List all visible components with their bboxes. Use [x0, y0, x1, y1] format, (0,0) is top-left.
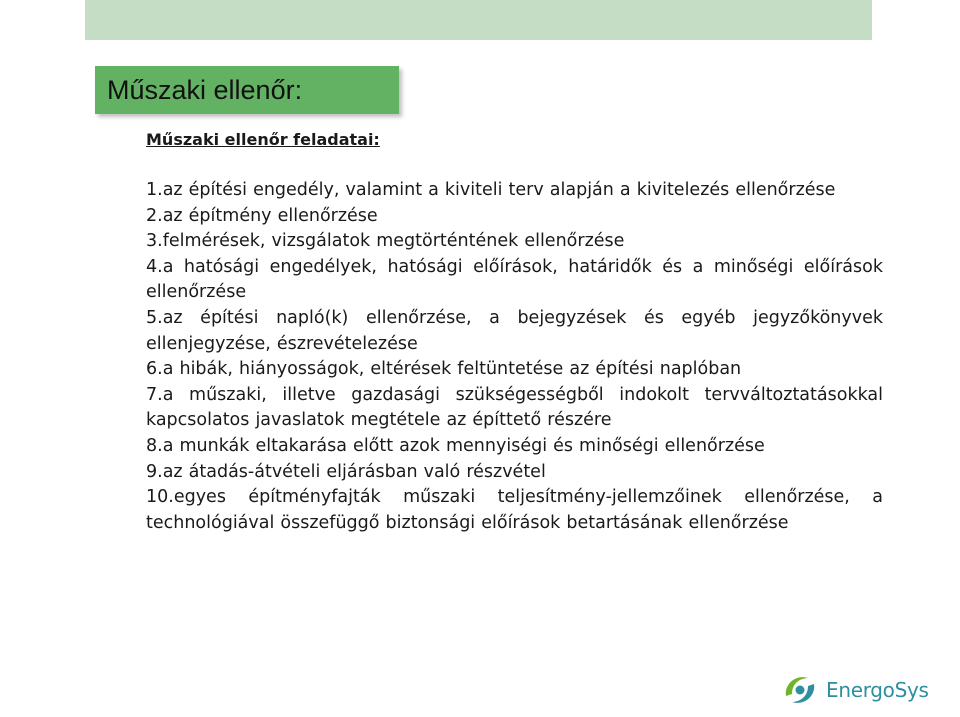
- task-item: 5.az építési napló(k) ellenőrzése, a bejegyzések és egyéb jegyzőkönyvek ellenjegyzése, észrevételezése: [146, 307, 883, 354]
- task-list: [146, 178, 883, 536]
- task-item: 8.a munkák eltakarása előtt azok mennyiségi és minőségi ellenőrzése: [146, 435, 765, 456]
- task-item: 1.az építési engedély, valamint a kiviteli terv alapján a kivitelezés ellenőrzése: [146, 180, 836, 200]
- subheading: Műszaki ellenőr feladatai:: [146, 130, 380, 149]
- energosys-logo-icon: [780, 670, 820, 710]
- task-item: 4.a hatósági engedélyek, hatósági előírások, határidők és a minőségi előírások ellenőrzése: [146, 256, 883, 303]
- task-item: 6.a hibák, hiányosságok, eltérések feltüntetése az építési naplóban: [146, 359, 742, 380]
- task-item: 9.az átadás-átvételi eljárásban való részvétel: [146, 461, 546, 482]
- title-box: [95, 66, 399, 114]
- content-area: [146, 128, 883, 536]
- slide-title: Műszaki ellenőr:: [107, 74, 303, 105]
- task-item: 10.egyes építményfajták műszaki teljesítmény-jellemzőinek ellenőrzése, a technológiával összefüggő biztonsági előírások betartásának ellenőrzése: [146, 487, 883, 533]
- energosys-logo: [780, 668, 940, 712]
- task-item: 3.felmérések, vizsgálatok megtörténtének ellenőrzése: [146, 231, 625, 252]
- task-item: 7.a műszaki, illetve gazdasági szükségességből indokolt tervváltoztatásokkal kapcsolatos javaslatok megtétele az építtető részére: [146, 384, 883, 431]
- task-item: 2.az építmény ellenőrzése: [146, 205, 378, 226]
- logo-text: EnergoSys: [826, 678, 929, 702]
- top-decorative-bar: [85, 0, 872, 40]
